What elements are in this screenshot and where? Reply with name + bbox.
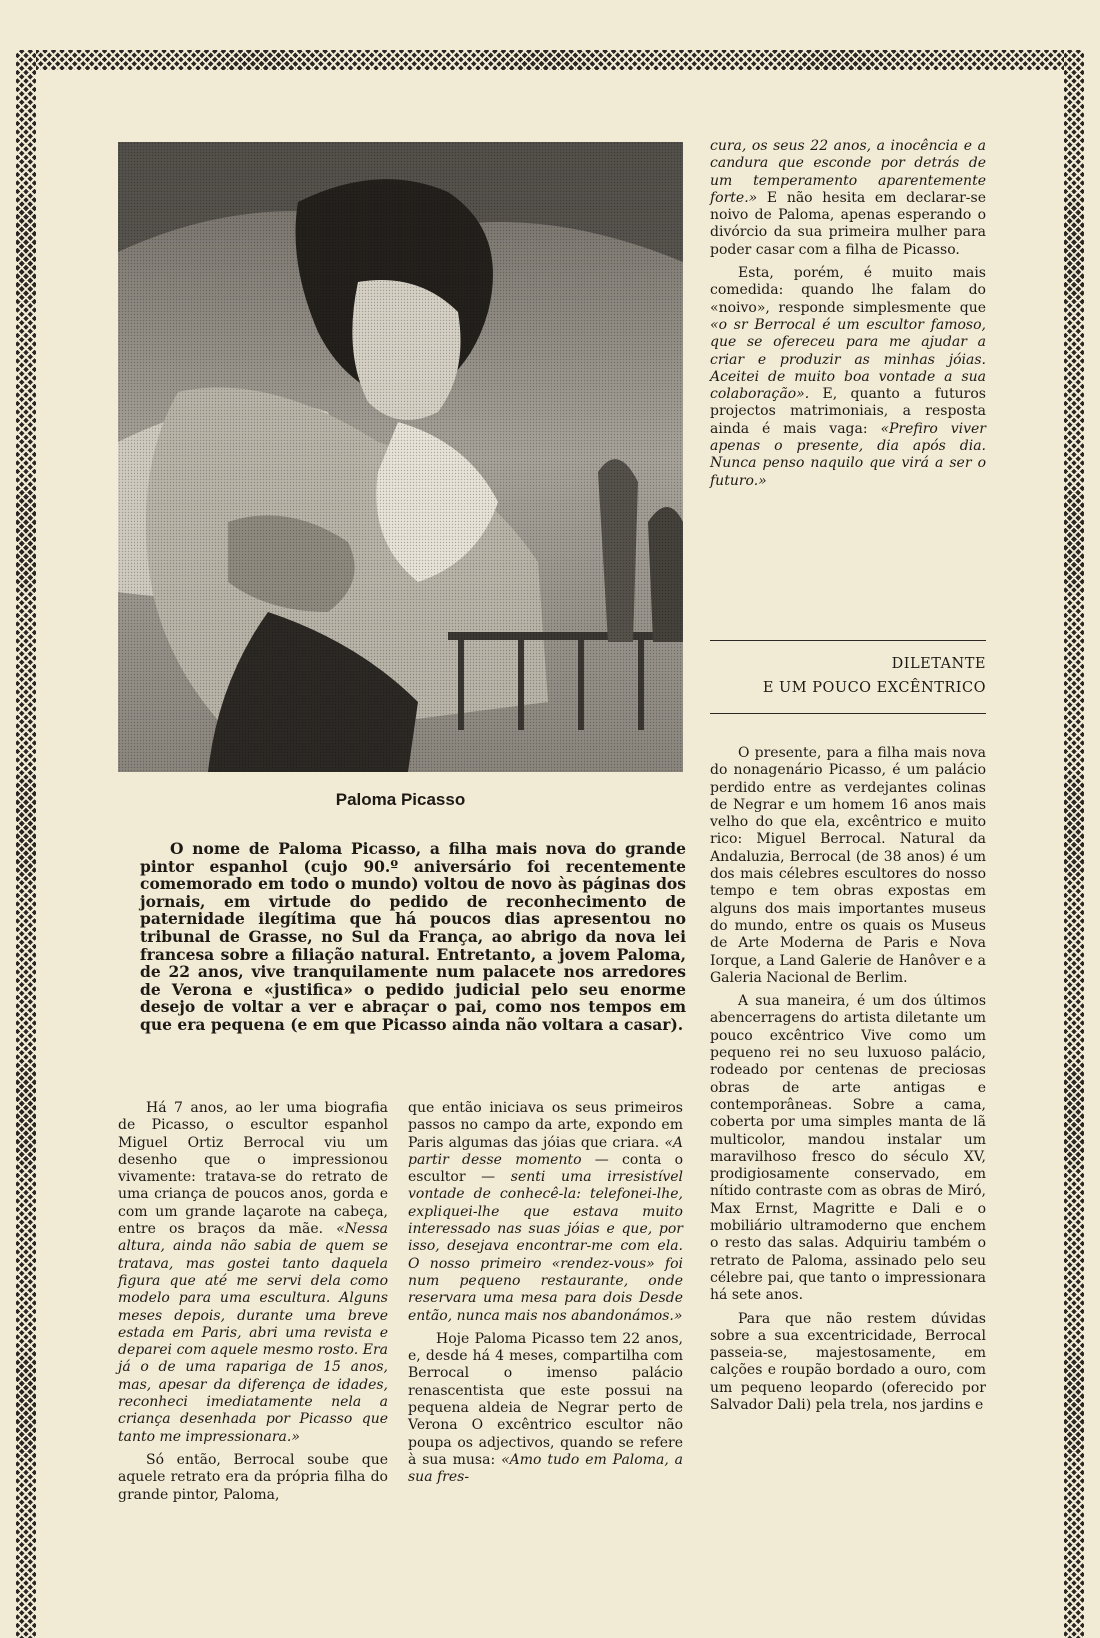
article-column-left [118,1100,388,1510]
paragraph: Para que não restem dúvidas sobre a sua excentricidade, Berrocal passeia-se, majestosamente, em calções e roupão bordado a ouro, com um pequeno leopardo (oferecido por Salvador Dali) pela trela, nos jardins e [710,1310,986,1413]
paragraph: Só então, Berrocal soube que aquele retrato era da própria filha do grande pintor, Paloma, [118,1451,388,1503]
section-rule-top [710,640,986,641]
paragraph: A sua maneira, é um dos últimos abencerragens do artista diletante um pouco excêntrico Vive como um pequeno rei no seu luxuoso palácio, rodeado por centenas de preciosas obras de arte antigas e contemporâneas. Sobre a cama, coberta por uma simples manta de lã multicolor, mandou instalar um maravilhoso fresco do século XV, prodigiosamente conservado, em nítido contraste com as obras de Miró, Max Ernst, Magritte e Dali e o mobiliário ultramoderno que enchem o resto das salas. Adquiriu também o retrato de Paloma, assinado pelo seu célebre pai, que tanto o impressionara há sete anos. [710,993,986,1304]
decorative-border-top [16,50,1084,70]
decorative-border-right [1064,50,1084,1638]
paragraph: Esta, porém, é muito mais comedida: quando lhe falam do «noivo», responde simplesmente que «o sr Berrocal é um escultor famoso, que se ofereceu para me ajudar a criar e produzir as minhas jóias. Aceitei de muito boa vontade a sua colaboração». E, quanto a futuros projectos matrimoniais, a resposta ainda é mais vaga: «Prefiro viver apenas o presente, dia após dia. Nunca penso naquilo que virá a ser o futuro.» [710,265,986,489]
article-column-right-bottom [710,745,986,1420]
paragraph: cura, os seus 22 anos, a inocência e a candura que esconde por detrás de um temperamento aparentemente forte.» E não hesita em declarar-se noivo de Paloma, apenas esperando o divórcio da sua primeira mulher para poder casar com a filha de Picasso. [710,138,986,258]
paragraph: que então iniciava os seus primeiros passos no campo da arte, expondo em Paris algumas das jóias que criara. «A partir desse momento — conta o escultor — senti uma irresistível vontade de conhecê-la: telefonei-lhe, expliquei-lhe que estava muito interessado nas suas jóias e que, por isso, desejava encontrar-me com ela. O nosso primeiro «rendez-vous» foi num pequeno restaurante, onde reservara uma mesa para dois Desde então, nunca mais nos abandonámos.» [408,1100,683,1324]
photo-caption: Paloma Picasso [335,790,466,809]
section-subheading: DILETANTE E UM POUCO EXCÊNTRICO [762,656,986,696]
paragraph: Há 7 anos, ao ler uma biografia de Picasso, o escultor espanhol Miguel Ortiz Berrocal viu um desenho que o impressionou vivamente: tratava-se do retrato de uma criança de poucos anos, gorda e com um grande laçarote na cabeça, entre os braços da mãe. «Nessa altura, ainda não sabia de quem se tratava, mas gostei tanto daquela figura que até me servi dela como modelo para uma escultura. Alguns meses depois, durante uma breve estada em Paris, abri uma revista e deparei com aquele mesmo rosto. Era já o de uma rapariga de 15 anos, mas, apesar da diferença de idades, reconheci imediatamente nela a criança desenhada por Picasso que tanto me impressionara.» [118,1100,388,1445]
decorative-border-left [16,50,36,1638]
article-column-middle [408,1100,683,1493]
portrait-photo [118,142,683,772]
article-column-right-top [710,138,986,496]
paragraph: Hoje Paloma Picasso tem 22 anos, e, desde há 4 meses, compartilha com Berrocal o imenso palácio renascentista que este possui na pequena aldeia de Negrar perto de Verona O excêntrico escultor não poupa os adjectivos, quando se refere à sua musa: «Amo tudo em Paloma, a sua fres- [408,1330,683,1486]
paragraph: O presente, para a filha mais nova do nonagenário Picasso, é um palácio perdido entre as verdejantes colinas de Negrar e um homem 16 anos mais velho do que ela, excêntrico e muito rico: Miguel Berrocal. Natural da Andaluzia, Berrocal (de 38 anos) é um dos mais célebres escultores do nosso tempo e tem obras expostas em alguns dos mais importantes museus do mundo, entre os quais os Museus de Arte Moderna de Paris e Nova Iorque, a Land Galerie de Hanôver e a Galeria Nacional de Berlim. [710,745,986,986]
section-rule-bottom [710,713,986,714]
lead-paragraph: O nome de Paloma Picasso, a filha mais nova do grande pintor espanhol (cujo 90.º aniversário foi recentemente comemorado em todo o mundo) voltou de novo às páginas dos jornais, em virtude do pedido de reconhecimento de paternidade ilegítima que há poucos dias apresentou no tribunal de Grasse, no Sul da França, ao abrigo da nova lei francesa sobre a filiação natural. Entretanto, a jovem Paloma, de 22 anos, vive tranquilamente num palacete nos arredores de Verona e «justifica» o pedido judicial pelo seu enorme desejo de voltar a ver e abraçar o pai, como nos tempos em que era pequena (e em que Picasso ainda não voltara a casar). [140,839,686,1034]
